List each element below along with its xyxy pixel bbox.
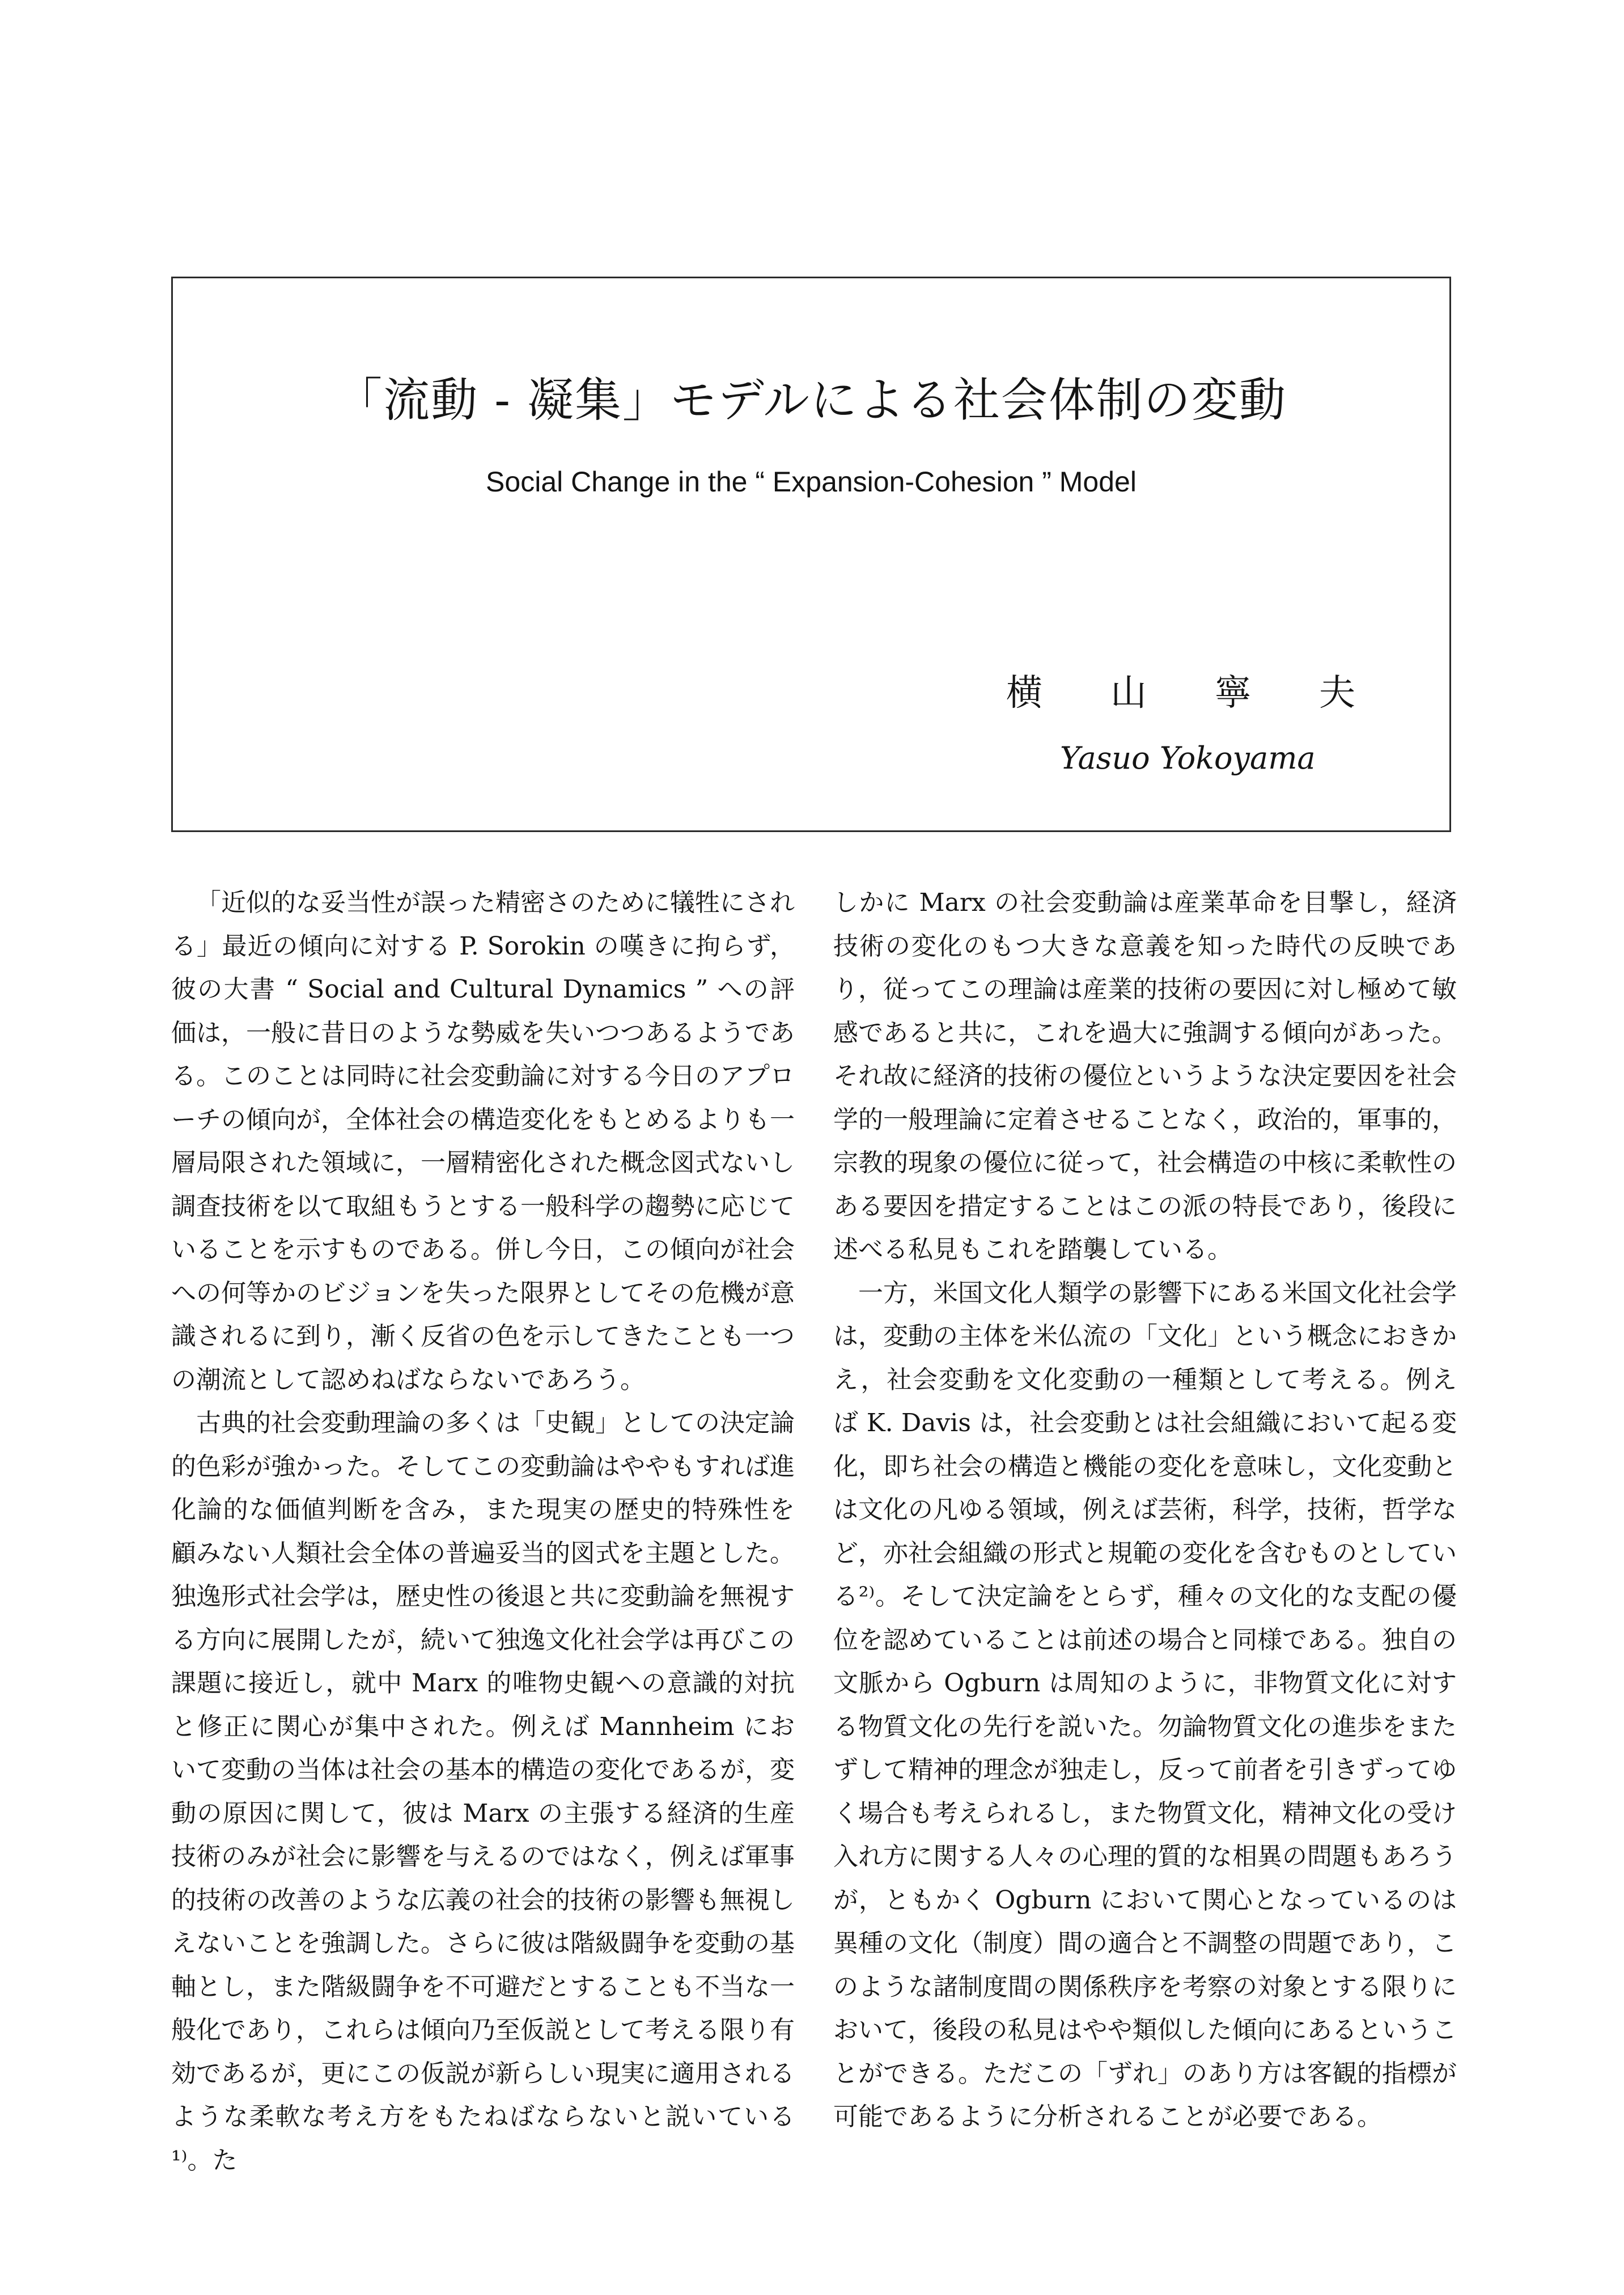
left-column (171, 881, 795, 2182)
paragraph: 「近似的な妥当性が誤った精密さのために犠牲にされる」最近の傾向に対する P. Sorokin の嘆きに拘らず，彼の大書 “ Social and Cultural Dynamics ” への評価は，一般に昔日のような勢威を失いつつあるようである。このことは同時に社会変動論に対する今日のアプローチの傾向が，全体社会の構造変化をもとめるよりも一層局限された領域に，一層精密化された概念図式ないし調査技術を以て取組もうとする一般科学の趨勢に応じていることを示すものである。併し今日，この傾向が社会への何等かのビジョンを失った限界としてその危機が意識されるに到り，漸く反省の色を示してきたことも一つの潮流として認めねばならないであろう。 (171, 888, 795, 1394)
author-name-japanese: 横山寧夫 (1006, 672, 1423, 714)
paragraph-continued: しかに Marx の社会変動論は産業革命を目撃し，経済技術の変化のもつ大きな意義を知った時代の反映であり，従ってこの理論は産業的技術の要因に対し極めて敏感であると共に，これを過大に強調する傾向があった。それ故に経済的技術の優位というような決定要因を社会学的一般理論に定着させることなく，政治的，軍事的，宗教的現象の優位に従って，社会構造の中核に柔軟性のある要因を措定することはこの派の特長であり，後段に述べる私見もこれを踏襲している。 (833, 888, 1457, 1264)
paragraph: 一方，米国文化人類学の影響下にある米国文化社会学は，変動の主体を米仏流の「文化」という概念におきかえ，社会変動を文化変動の一種類として考える。例えば K. Davis は，社会変動とは社会組織において起る変化，即ち社会の構造と機能の変化を意味し，文化変動とは文化の凡ゆる領域，例えば芸術，科学，技術，哲学など，亦社会組織の形式と規範の変化を含むものとしている²⁾。そして決定論をとらず，種々の文化的な支配の優位を認めていることは前述の場合と同様である。独自の文脈から Ogburn は周知のように，非物質文化に対する物質文化の先行を説いた。勿論物質文化の進歩をまたずして精神的理念が独走し，反って前者を引きずってゆく場合も考えられるし，また物質文化，精神文化の受け入れ方に関する人々の心理的質的な相異の問題もあろうが，ともかく Ogburn において関心となっているのは異種の文化（制度）間の適合と不調整の問題であり，このような諸制度間の関係秩序を考察の対象とする限りにおいて，後段の私見はやや類似した傾向にあるということができる。ただこの「ずれ」のあり方は客観的指標が可能であるように分析されることが必要である。 (833, 1278, 1457, 2131)
author-name-english: Yasuo Yokoyama (1060, 740, 1316, 776)
paper-subtitle: Social Change in the “ Expansion-Cohesion ” Model (486, 466, 1137, 498)
paragraph: 古典的社会変動理論の多くは「史観」としての決定論的色彩が強かった。そしてこの変動論はややもすれば進化論的な価値判断を含み，また現実の歴史的特殊性を顧みない人類社会全体の普遍妥当的図式を主題とした。独逸形式社会学は，歴史性の後退と共に変動論を無視する方向に展開したが，続いて独逸文化社会学は再びこの課題に接近し，就中 Marx 的唯物史観への意識的対抗と修正に関心が集中された。例えば Mannheim において変動の当体は社会の基本的構造の変化であるが，変動の原因に関して，彼は Marx の主張する経済的生産技術のみが社会に影響を与えるのではなく，例えば軍事的技術の改善のような広義の社会的技術の影響も無視しえないことを強調した。さらに彼は階級闘争を変動の基軸とし，また階級闘争を不可避だとすることも不当な一般化であり，これらは傾向乃至仮説として考える限り有効であるが，更にこの仮説が新らしい現実に適用されるような柔軟な考え方をもたねばならないと説いている¹⁾。た (171, 1409, 795, 2175)
title-box (171, 277, 1451, 832)
right-column (833, 881, 1457, 2139)
paper-title: 「流動 - 凝集」モデルによる社会体制の変動 (336, 374, 1287, 427)
